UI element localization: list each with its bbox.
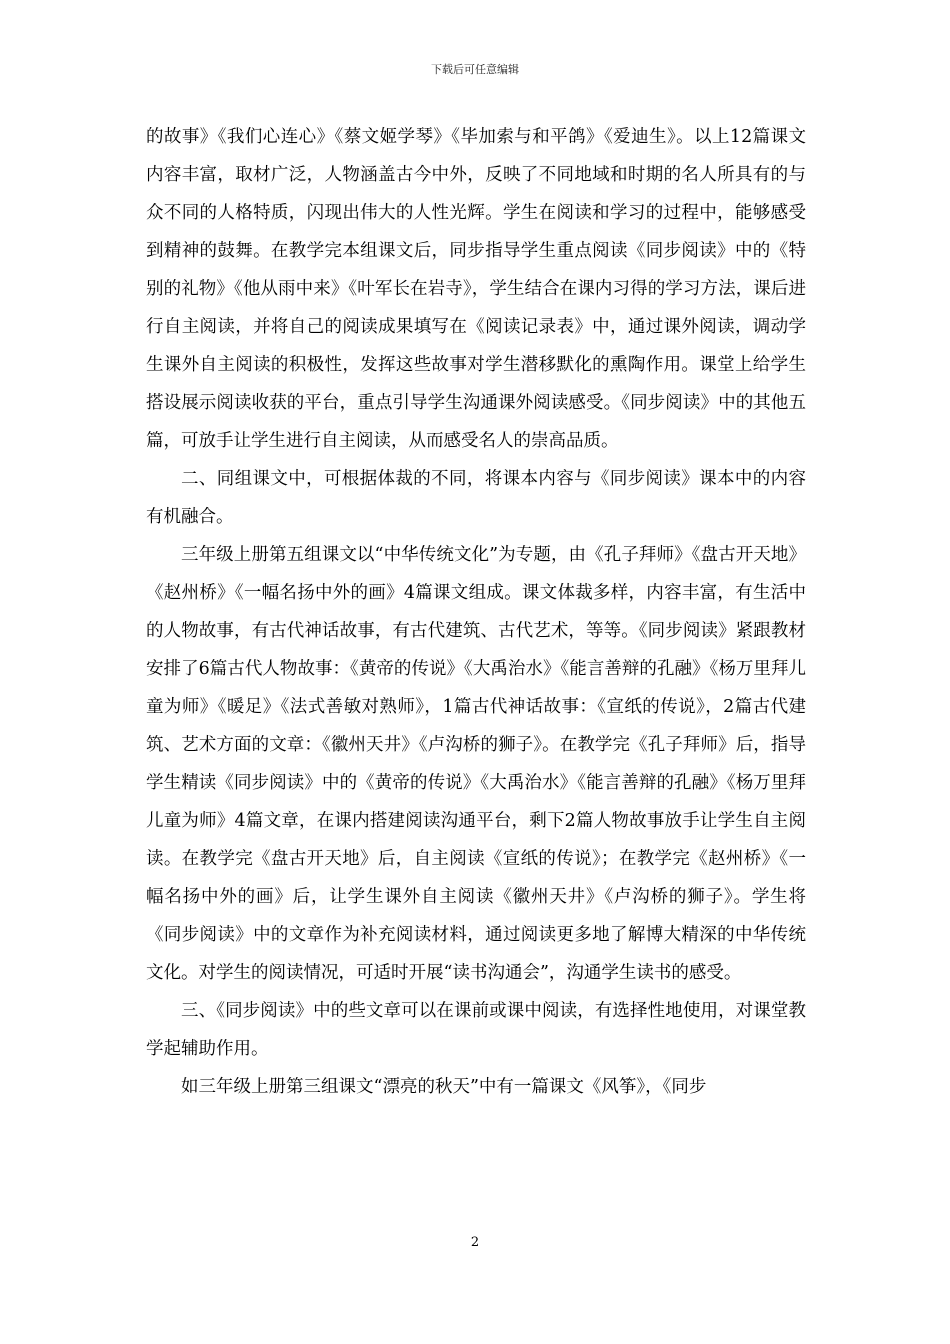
page-number: 2 — [470, 1235, 480, 1250]
paragraph-section-three-heading: 三、《同步阅读》中的些文章可以在课前或课中阅读，有选择性地使用，对课堂教学起辅助作用。 — [146, 1001, 806, 1059]
page-header: 下载后可任意编辑 — [431, 63, 519, 76]
paragraph-unit-five: 三年级上册第五组课文以“中华传统文化”为专题，由《孔子拜师》《盘古开天地》《赵州桥》《一幅名扬中外的画》4篇课文组成。课文体裁多样，内容丰富，有生活中的人物故事，有古代神话故事，有古代建筑、古代艺术，等等。《同步阅读》紧跟教材安排了6篇古代人物故事：《黄帝的传说》《大禹治水》《能言善辩的孔融》《杨万里拜儿童为师》《暖足》《法式善敏对熟师》，1篇古代神话故事：《宣纸的传说》，2篇古代建筑、艺术方面的文章：《徽州天井》《卢沟桥的狮子》。在教学完《孔子拜师》后，指导学生精读《同步阅读》中的《黄帝的传说》《大禹治水》《能言善辩的孔融》《杨万里拜儿童为师》4篇文章，在课内搭建阅读沟通平台，剩下2篇人物故事放手让学生自主阅读。在教学完《盘古开天地》后，自主阅读《宣纸的传说》；在教学完《赵州桥》《一幅名扬中外的画》后，让学生课外自主阅读《徽州天井》《卢沟桥的狮子》。学生将《同步阅读》中的文章作为补充阅读材料，通过阅读更多地了解博大精深的中华传统文化。对学生的阅读情况，可适时开展“读书沟通会”，沟通学生读书的感受。 — [146, 545, 806, 983]
paragraph-unit-three: 如三年级上册第三组课文“漂亮的秋天”中有一篇课文《风筝》，《同步 — [181, 1077, 707, 1097]
document-body — [146, 118, 806, 1106]
paragraph-continuation: 的故事》《我们心连心》《蔡文姬学琴》《毕加索与和平鸽》《爱迪生》。以上12篇课文内容丰富，取材广泛，人物涵盖古今中外，反映了不同地域和时期的名人所具有的与众不同的人格特质，闪现出伟大的人性光辉。学生在阅读和学习的过程中，能够感受到精神的鼓舞。在教学完本组课文后，同步指导学生重点阅读《同步阅读》中的《特别的礼物》《他从雨中来》《叶军长在岩寺》，学生结合在课内习得的学习方法，课后进行自主阅读，并将自己的阅读成果填写在《阅读记录表》中，通过课外阅读，调动学生课外自主阅读的积极性，发挥这些故事对学生潜移默化的熏陶作用。课堂上给学生搭设展示阅读收获的平台，重点引导学生沟通课外阅读感受。《同步阅读》中的其他五篇，可放手让学生进行自主阅读，从而感受名人的崇高品质。 — [146, 127, 806, 451]
paragraph-section-two-heading: 二、同组课文中，可根据体裁的不同，将课本内容与《同步阅读》课本中的内容有机融合。 — [146, 469, 806, 527]
